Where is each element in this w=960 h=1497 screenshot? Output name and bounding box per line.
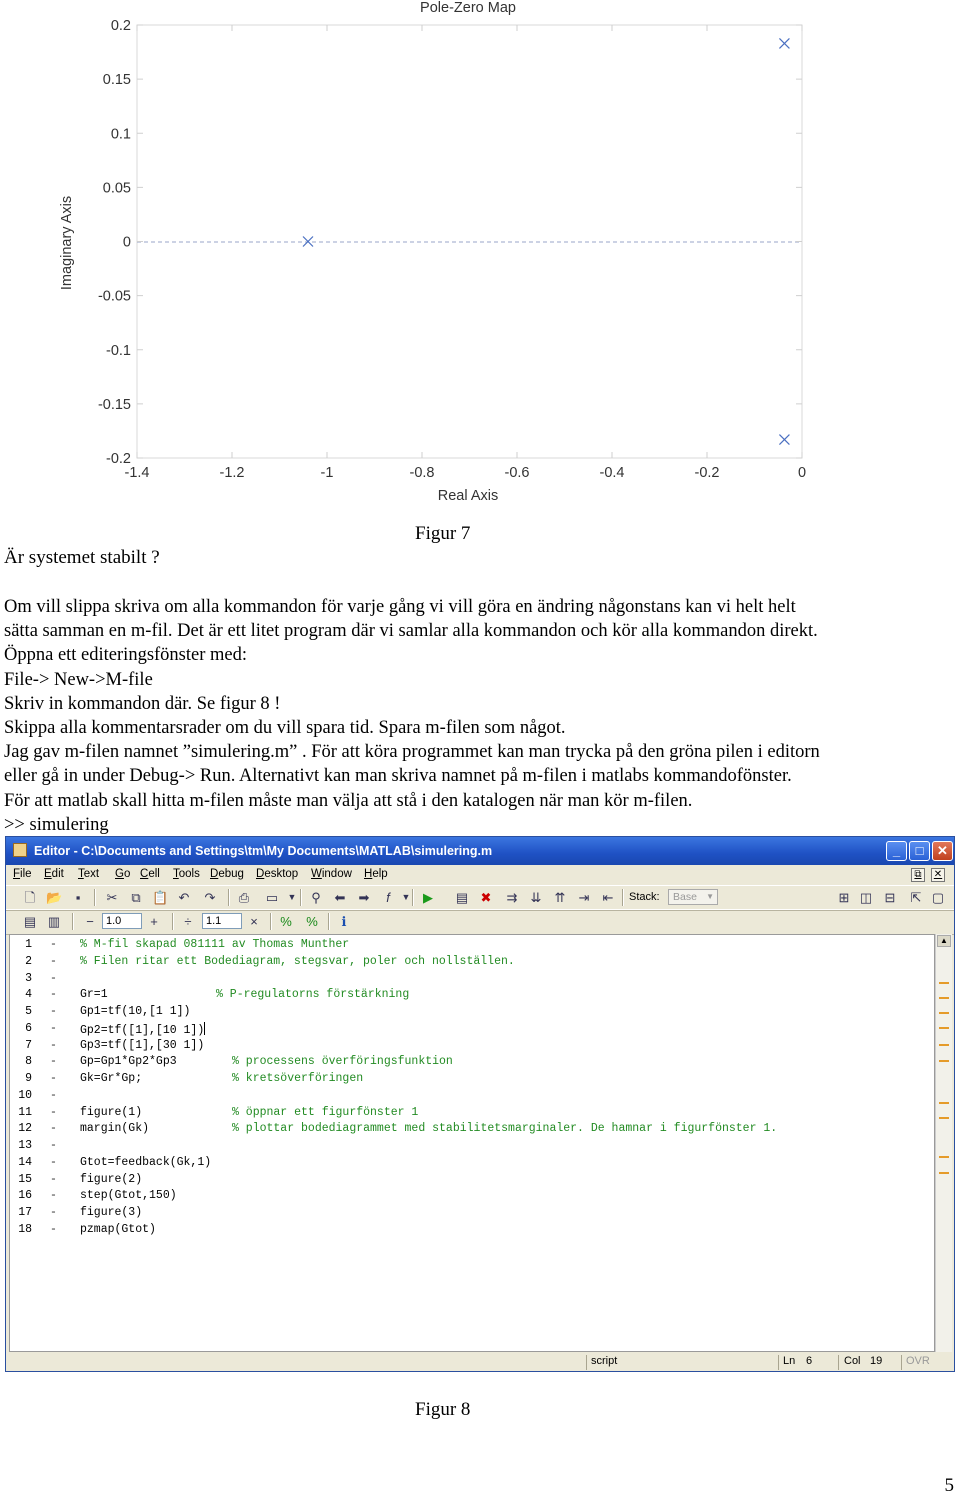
find-icon[interactable]: ⚲ [311,890,321,905]
status-ln-label: Ln [783,1355,796,1367]
y-tick-label: 0 [122,234,131,251]
vertical-scrollbar[interactable] [935,934,952,1352]
run-icon[interactable]: ▶ [423,890,433,905]
menu-cell[interactable]: Cell [140,868,160,880]
status-ln: 6 [806,1355,813,1367]
function-icon[interactable]: f [386,890,390,905]
code-text: Gp3=tf([1],[30 1]) [80,1038,205,1052]
line-number: 8 [25,1055,32,1069]
maximize-button[interactable]: □ [909,841,930,861]
cell-value-input-2[interactable]: 1.1 [202,913,242,929]
line-number: 6 [25,1021,32,1035]
y-tick-label: 0.05 [102,180,131,197]
code-text: step(Gtot,150) [80,1189,177,1203]
line-marker: - [50,1222,57,1236]
divide-icon[interactable]: ÷ [184,914,192,929]
dropdown-arrow-icon[interactable]: ▼ [287,892,297,902]
line-number: 10 [18,1088,32,1102]
line-marker: - [50,1088,57,1102]
paragraph-line: Skriv in kommandon där. Se figur 8 ! [4,693,281,714]
code-text: figure(3) [80,1206,143,1219]
line-marker: - [50,1021,57,1035]
code-text: Gk=Gr*Gp; [80,1072,143,1085]
close-button[interactable]: ✕ [932,841,953,861]
scroll-marker [939,1102,949,1104]
forward-arrow-icon[interactable]: ➡ [358,890,370,905]
show-cell-titles-icon[interactable]: % [280,914,292,929]
line-number: 13 [18,1139,32,1152]
status-col: 19 [870,1355,883,1367]
line-number: 14 [18,1155,32,1169]
line-number: 4 [25,988,32,1002]
code-comment: % P-regulatorns förstärkning [216,988,410,1002]
paragraph-line: sätta samman en m-fil. Det är ett litet program där vi samlar alla kommandon och kör alla kommandon direkt. [4,621,818,642]
scroll-up-icon[interactable]: ▲ [937,935,951,947]
scroll-marker [939,1117,949,1119]
line-number: 7 [25,1038,32,1052]
code-editor[interactable] [9,934,935,1352]
eval-cell-advance-icon[interactable]: ▥ [47,914,61,929]
line-marker: - [50,1189,57,1203]
window-titlebar[interactable] [6,837,954,865]
menu-window[interactable]: Window [311,868,352,880]
line-marker: - [50,1155,57,1169]
paragraph-line: File-> New->M-file [4,669,153,690]
step-out-icon[interactable]: ⇈ [554,890,566,905]
matlab-editor-window [5,836,955,1372]
pole-zero-chart [0,0,960,515]
line-marker: - [50,938,57,951]
decrement-icon[interactable]: − [86,914,94,929]
code-comment: % kretsöverföringen [232,1072,364,1085]
y-tick-label: -0.05 [97,288,131,305]
text-cursor [204,1022,205,1035]
line-number: 12 [18,1122,32,1136]
status-bar [6,1353,954,1371]
line-marker: - [50,988,57,1002]
line-marker: - [50,1139,57,1152]
x-tick-label: -1 [320,465,334,481]
y-tick-label: -0.2 [106,451,131,467]
line-number: 18 [18,1222,32,1236]
chart-title: Pole-Zero Map [420,0,516,16]
paragraph-line: Om vill slippa skriva om alla kommandon för varje gång vi vill göra en ändring någonstans kan vi helt helt [4,597,796,617]
redo-icon[interactable]: ↷ [204,890,216,905]
layout-split-icon[interactable]: ◫ [859,890,873,905]
code-text: Gp2=tf([1],[10 1]) [80,1023,205,1037]
status-ovr: OVR [906,1355,930,1367]
stack-select[interactable] [668,889,718,905]
cut-icon[interactable]: ✂ [106,890,118,905]
layout-tile-icon[interactable]: ⊟ [884,890,896,905]
menu-tools[interactable]: Tools [173,868,200,880]
menu-help[interactable]: Help [364,868,388,880]
line-number: 3 [25,971,32,985]
y-tick-label: 0.2 [110,18,131,34]
line-marker: - [50,971,57,985]
y-tick-label: 0.15 [102,72,131,89]
info-icon[interactable]: ℹ [341,914,347,929]
continue-icon[interactable]: ⇥ [578,890,590,905]
menu-text[interactable]: Text [78,868,100,880]
line-number: 11 [18,1105,32,1119]
instruction-paragraph [4,595,954,837]
y-tick-label: -0.1 [106,342,131,359]
layout-columns-icon[interactable]: ⊞ [838,890,850,905]
code-text: Gtot=feedback(Gk,1) [80,1155,212,1169]
increment-icon[interactable]: + [150,914,158,929]
line-number: 15 [18,1172,32,1186]
line-marker: - [50,1105,57,1119]
menu-file[interactable]: File [13,868,32,880]
clear-breakpoints-icon[interactable]: ✖ [480,890,492,905]
paste-icon[interactable]: 📋 [152,890,169,905]
hide-cell-titles-icon[interactable]: % [306,914,318,929]
menu-bar [6,865,954,885]
mdi-restore-icon[interactable]: ⧉ [911,868,925,882]
back-arrow-icon[interactable]: ⬅ [334,890,346,905]
code-comment: % processens överföringsfunktion [232,1055,453,1069]
code-text: figure(1) [80,1105,143,1119]
line-marker: - [50,1206,57,1219]
x-tick-labels [122,25,807,481]
line-marker: - [50,1172,57,1186]
scroll-marker [939,1060,949,1062]
paragraph-line: Jag gav m-filen namnet ”simulering.m” . För att köra programmet kan man trycka på den gröna pilen i editorn [4,742,820,763]
scroll-marker [939,1027,949,1029]
line-number: 1 [25,938,32,951]
menu-desktop[interactable]: Desktop [256,868,299,880]
status-mode: script [591,1355,618,1367]
line-number: 2 [25,954,32,968]
print-icon[interactable]: ⎙ [238,890,250,905]
line-number: 9 [25,1072,32,1085]
line-number: 17 [18,1206,32,1219]
y-axis-label: Imaginary Axis [59,195,75,291]
code-text: pzmap(Gtot) [80,1222,156,1236]
paragraph-line: Skippa alla kommentarsrader om du vill spara tid. Spara m-filen som något. [4,718,566,739]
x-tick-label: -1.2 [219,465,245,481]
line-marker: - [50,1038,57,1052]
paragraph-line: För att matlab skall hitta m-filen måste man välja att stå i den katalogen när man kör m-filen. [4,790,693,811]
window-title: Editor - C:\Documents and Settings\tm\My Documents\MATLAB\simulering.m [34,844,493,858]
stack-value: Base [673,891,697,903]
dropdown-arrow-icon[interactable]: ▼ [401,892,411,902]
code-text: Gp1=tf(10,[1 1]) [80,1005,191,1018]
status-col-label: Col [844,1355,861,1367]
publish-icon[interactable]: ▭ [265,890,279,905]
multiply-icon[interactable]: × [250,914,258,929]
copy-icon[interactable]: ⧉ [131,890,141,905]
undock-icon[interactable]: ⇱ [910,890,922,905]
code-text: figure(2) [80,1172,143,1186]
paragraph-line: Öppna ett editeringsfönster med: [4,645,248,666]
dock-icon[interactable]: ▢ [931,890,945,905]
chevron-down-icon: ▼ [706,892,714,901]
x-tick-label: 0 [797,465,807,481]
paragraph-line: eller gå in under Debug-> Run. Alternativt kan man skriva namnet på m-filen i matlabs kommandofönster. [4,766,792,787]
code-comment: % M-fil skapad 081111 av Thomas Munther [80,938,350,951]
scroll-marker [939,1044,949,1046]
y-tick-label: 0.1 [110,126,131,143]
step-icon[interactable]: ⇉ [506,890,518,905]
y-tick-label: -0.15 [97,396,131,413]
step-in-icon[interactable]: ⇊ [530,890,542,905]
x-tick-label: -0.2 [694,465,720,481]
code-comment: % plottar bodediagrammet med stabilitetsmarginaler. De hamnar i figurfönster 1. [232,1122,778,1136]
new-file-icon[interactable]: 🗋 [24,890,36,905]
cell-toolbar [6,909,954,935]
scroll-marker [939,1172,949,1174]
line-marker: - [50,1072,57,1085]
line-marker: - [50,954,57,968]
stability-question: Är systemet stabilt ? [4,547,160,568]
set-breakpoint-icon[interactable]: ▤ [455,890,469,905]
scroll-marker [939,982,949,984]
x-tick-label: -0.6 [504,465,530,481]
cell-value-input-1[interactable]: 1.0 [102,913,142,929]
paragraph-line: >> simulering [4,814,109,835]
menu-go[interactable]: Go [115,868,131,880]
code-comment: % Filen ritar ett Bodediagram, stegsvar, poler och nollställen. [80,954,515,968]
pole-marker [779,435,789,445]
code-comment: % öppnar ett figurfönster 1 [232,1105,419,1119]
scroll-marker [939,1156,949,1158]
main-toolbar [6,885,954,911]
line-number: 5 [25,1005,32,1018]
mdi-close-icon[interactable]: ✕ [931,868,945,882]
menu-debug[interactable]: Debug [210,868,244,880]
line-marker: - [50,1055,57,1069]
figure-8-caption: Figur 8 [415,1399,471,1420]
line-marker: - [50,1005,57,1018]
scroll-marker [939,997,949,999]
line-number: 16 [18,1189,32,1203]
undo-icon[interactable]: ↶ [178,890,190,905]
code-text: Gp=Gp1*Gp2*Gp3 [80,1055,177,1069]
open-folder-icon[interactable]: 📂 [46,890,63,905]
save-icon[interactable]: ▪ [75,890,81,905]
pole-marker [779,38,789,48]
x-tick-label: -0.8 [409,465,435,481]
exit-debug-icon[interactable]: ⇤ [602,890,614,905]
menu-edit[interactable]: Edit [44,868,64,880]
pole-marker [303,237,313,247]
x-tick-label: -1.4 [124,465,150,481]
x-axis-label: Real Axis [437,488,499,504]
eval-cell-icon[interactable]: ▤ [23,914,37,929]
editor-app-icon [13,843,27,857]
page-number: 5 [944,1475,954,1496]
line-marker: - [50,1122,57,1136]
stack-label: Stack: [629,891,660,903]
minimize-button[interactable]: _ [886,841,907,861]
x-tick-label: -0.4 [599,465,625,481]
figure-7-caption: Figur 7 [415,523,471,544]
scroll-marker [939,1012,949,1014]
code-text: margin(Gk) [80,1122,150,1136]
code-text: Gr=1 [80,988,108,1002]
